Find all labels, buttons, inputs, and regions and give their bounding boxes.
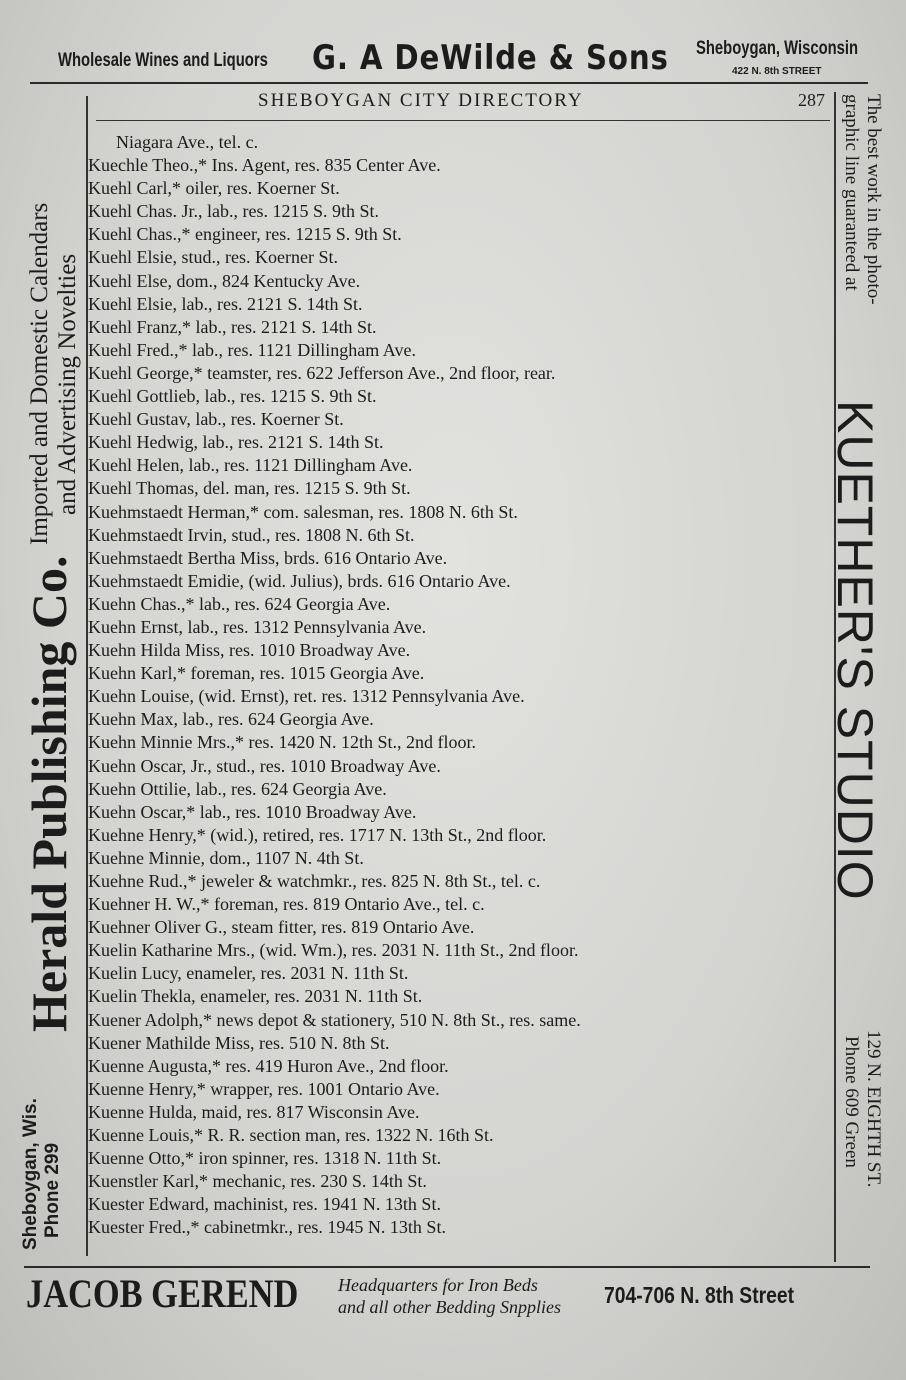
left-ad-contact bbox=[20, 1098, 64, 1250]
directory-entry: Kuehn Chas.,* lab., res. 624 Georgia Ave. bbox=[88, 593, 391, 614]
left-ad-phone: Phone 299 bbox=[42, 1142, 63, 1238]
directory-entry: Kuehl Gustav, lab., res. Koerner St. bbox=[88, 409, 344, 430]
directory-entries bbox=[88, 131, 833, 1240]
directory-entry: Kuener Mathilde Miss, res. 510 N. 8th St. bbox=[88, 1032, 390, 1053]
top-ad-city: Sheboygan, Wisconsin bbox=[696, 38, 859, 59]
right-ad-line2: graphic line guaranteed at bbox=[841, 94, 862, 291]
directory-entry: Kuehn Karl,* foreman, res. 1015 Georgia Ave. bbox=[88, 663, 425, 684]
bottom-ad-tagline bbox=[338, 1274, 561, 1318]
left-ad-city: Sheboygan, Wis. bbox=[20, 1098, 41, 1250]
directory-entry: Kuehn Ottilie, lab., res. 624 Georgia Ave. bbox=[88, 778, 387, 799]
directory-entry: Kuehne Minnie, dom., 1107 N. 4th St. bbox=[88, 847, 364, 868]
directory-entry: Kuehl Franz,* lab., res. 2121 S. 14th St. bbox=[88, 316, 377, 337]
top-ad-street: 422 N. 8th STREET bbox=[732, 66, 822, 77]
directory-entry: Kuehmstaedt Herman,* com. salesman, res. 1808 N. 6th St. bbox=[88, 501, 518, 522]
bottom-ad-tag-line2: and all other Bedding Snpplies bbox=[338, 1297, 561, 1317]
left-ad-line1: Imported and Domestic Calendars bbox=[26, 202, 53, 545]
directory-entry: Kuester Fred.,* cabinetmkr., res. 1945 N. 13th St. bbox=[88, 1217, 446, 1238]
directory-entry: Kuehl Hedwig, lab., res. 2121 S. 14th St. bbox=[88, 432, 384, 453]
right-ad-address: 129 N. EIGHTH ST. bbox=[863, 1030, 884, 1188]
top-ad-firm: G. A DeWilde & Sons bbox=[312, 38, 669, 78]
directory-entry: Kuehn Ernst, lab., res. 1312 Pennsylvania Ave. bbox=[88, 616, 427, 637]
directory-entry: Kuehn Minnie Mrs.,* res. 1420 N. 12th St., 2nd floor. bbox=[88, 732, 476, 753]
left-ad-line2: and Advertising Novelties bbox=[54, 253, 81, 515]
page-number: 287 bbox=[798, 90, 825, 110]
directory-entry: Kuehl Elsie, stud., res. Koerner St. bbox=[88, 247, 338, 268]
directory-entry: Kuenne Louis,* R. R. section man, res. 1322 N. 16th St. bbox=[88, 1125, 494, 1146]
directory-entry: Kuehl Elsie, lab., res. 2121 S. 14th St. bbox=[88, 293, 363, 314]
directory-entry: Kuehmstaedt Bertha Miss, brds. 616 Ontario Ave. bbox=[88, 547, 448, 568]
directory-entry: Kuelin Lucy, enameler, res. 2031 N. 11th St. bbox=[88, 963, 409, 984]
directory-entry: Kuelin Katharine Mrs., (wid. Wm.), res. 2031 N. 11th St., 2nd floor. bbox=[88, 940, 579, 961]
top-rule bbox=[30, 82, 868, 84]
directory-entry: Kuehn Oscar,* lab., res. 1010 Broadway Ave. bbox=[88, 801, 417, 822]
right-ad-contact bbox=[840, 1030, 884, 1187]
bottom-ad-tag-line1: Headquarters for Iron Beds bbox=[338, 1275, 538, 1295]
bottom-rule bbox=[24, 1266, 870, 1268]
directory-entry: Niagara Ave., tel. c. bbox=[116, 132, 259, 152]
directory-entry: Kuester Edward, machinist, res. 1941 N. 13th St. bbox=[88, 1194, 441, 1215]
directory-entry: Kuenne Otto,* iron spinner, res. 1318 N. 11th St. bbox=[88, 1148, 442, 1169]
directory-entry: Kuehn Hilda Miss, res. 1010 Broadway Ave. bbox=[88, 640, 411, 661]
directory-entry: Kuenne Augusta,* res. 419 Huron Ave., 2nd floor. bbox=[88, 1055, 449, 1076]
directory-entry: Kuelin Thekla, enameler, res. 2031 N. 11th St. bbox=[88, 986, 423, 1007]
directory-entry: Kuehmstaedt Irvin, stud., res. 1808 N. 6th St. bbox=[88, 524, 415, 545]
left-ad-firm: Herald Publishing Co. bbox=[21, 555, 77, 1032]
directory-entry: Kuenstler Karl,* mechanic, res. 230 S. 14th St. bbox=[88, 1171, 427, 1192]
directory-entry: Kuehl Fred.,* lab., res. 1121 Dillingham Ave. bbox=[88, 339, 416, 360]
directory-entry: Kuehn Louise, (wid. Ernst), ret. res. 1312 Pennsylvania Ave. bbox=[88, 686, 525, 707]
running-head: SHEBOYGAN CITY DIRECTORY bbox=[258, 90, 584, 111]
directory-entry: Kuehn Oscar, Jr., stud., res. 1010 Broadway Ave. bbox=[88, 755, 441, 776]
directory-entry: Kuehl Chas.,* engineer, res. 1215 S. 9th St. bbox=[88, 224, 402, 245]
top-advertisement bbox=[30, 30, 870, 82]
directory-entry: Kuehne Rud.,* jeweler & watchmkr., res. 825 N. 8th St., tel. c. bbox=[88, 871, 541, 891]
left-ad-calendars bbox=[26, 203, 82, 545]
header-rule bbox=[96, 120, 830, 121]
directory-entry: Kuehmstaedt Emidie, (wid. Julius), brds. 616 Ontario Ave. bbox=[88, 570, 511, 591]
directory-entry: Kuehne Henry,* (wid.), retired, res. 1717 N. 13th St., 2nd floor. bbox=[88, 824, 547, 845]
right-ad-line1: The best work in the photo- bbox=[863, 94, 884, 305]
directory-entry: Kuehl George,* teamster, res. 622 Jefferson Ave., 2nd floor, rear. bbox=[88, 362, 556, 383]
right-ad-studio: KUETHER'S STUDIO bbox=[827, 400, 883, 901]
directory-entry: Kuehl Thomas, del. man, res. 1215 S. 9th St. bbox=[88, 478, 411, 499]
directory-entry: Kuenne Hulda, maid, res. 817 Wisconsin Ave. bbox=[88, 1101, 420, 1122]
directory-entry: Kuenne Henry,* wrapper, res. 1001 Ontario Ave. bbox=[88, 1078, 440, 1099]
directory-entry: Kuehl Helen, lab., res. 1121 Dillingham Ave. bbox=[88, 455, 413, 476]
top-ad-wines: Wholesale Wines and Liquors bbox=[58, 50, 268, 71]
right-ad-tagline bbox=[840, 94, 884, 305]
directory-entry: Kuechle Theo.,* Ins. Agent, res. 835 Center Ave. bbox=[88, 155, 441, 176]
directory-entry: Kuehl Carl,* oiler, res. Koerner St. bbox=[88, 178, 340, 199]
directory-entry: Kuehner Oliver G., steam fitter, res. 819 Ontario Ave. bbox=[88, 917, 475, 938]
right-ad-phone: Phone 609 Green bbox=[841, 1036, 862, 1168]
bottom-ad-address: 704-706 N. 8th Street bbox=[604, 1282, 795, 1308]
directory-entry: Kuehl Else, dom., 824 Kentucky Ave. bbox=[88, 270, 361, 291]
directory-entry: Kuehn Max, lab., res. 624 Georgia Ave. bbox=[88, 709, 374, 730]
bottom-ad-name: JACOB GEREND bbox=[26, 1271, 299, 1316]
directory-entry: Kuehner H. W.,* foreman, res. 819 Ontario Ave., tel. c. bbox=[88, 894, 485, 915]
directory-entry: Kuener Adolph,* news depot & stationery, 510 N. 8th St., res. same. bbox=[88, 1009, 581, 1030]
directory-entry: Kuehl Gottlieb, lab., res. 1215 S. 9th St. bbox=[88, 386, 377, 407]
directory-entry: Kuehl Chas. Jr., lab., res. 1215 S. 9th St. bbox=[88, 201, 379, 222]
